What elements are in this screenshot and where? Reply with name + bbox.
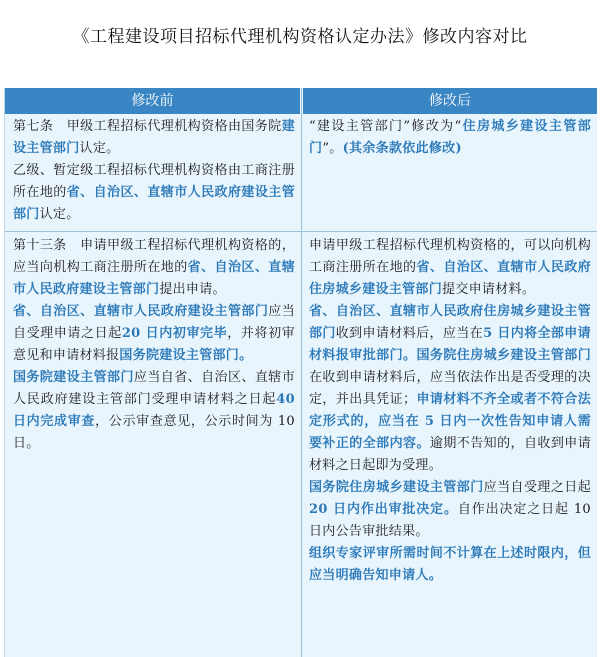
body-text: 认定。: [79, 141, 120, 156]
comparison-table: [4, 88, 597, 657]
highlighted-text: 省、自治区、直辖市人民政府住房城乡建设主管部门: [309, 260, 591, 297]
cell-paragraph: [309, 301, 591, 477]
body-text: 提出申请。: [159, 282, 226, 297]
highlighted-text: 建设主管部门: [13, 119, 295, 156]
body-text: 申请甲级工程招标代理机构资格的，可以向机构工商注册所在地的: [309, 238, 591, 275]
cell-paragraph: [13, 235, 295, 301]
body-text: “建设主管部门”修改为“: [309, 119, 462, 134]
row1-before-cell: [13, 116, 295, 226]
cell-paragraph: [309, 477, 591, 543]
body-text: 自作出决定之日起 10 日内公告审批结果。: [309, 502, 591, 539]
body-text: ”。: [322, 141, 343, 156]
body-text: ，并将初审意见和申请材料报: [13, 326, 295, 363]
cell-paragraph: [309, 235, 591, 301]
highlighted-text: 省、自治区、直辖市人民政府建设主管部门: [13, 304, 269, 319]
body-text: 应当自省、自治区、直辖市人民政府建设主管部门受理申请材料之日起: [13, 370, 296, 407]
highlighted-text: 20 日内初审完毕: [121, 326, 228, 341]
highlighted-text: 国务院建设主管部门。: [119, 348, 253, 363]
highlighted-text: 国务院住房城乡建设主管部门: [309, 480, 484, 495]
body-text: 第七条 甲级工程招标代理机构资格由国务院: [13, 119, 282, 134]
page-title: 《工程建设项目招标代理机构资格认定办法》修改内容对比: [72, 27, 528, 47]
highlighted-text: 5 日内将全部申请材料报审批部门。国务院住房城乡建设主管部门: [309, 326, 591, 363]
body-text: 逾期不告知的，自收到申请材料之日起即为受理。: [309, 436, 592, 473]
highlighted-text: 20 日内作出审批决定。: [309, 502, 458, 517]
body-text: 收到申请材料后，应当在: [335, 326, 484, 341]
cell-paragraph: [13, 367, 295, 455]
cell-paragraph: [13, 160, 295, 226]
highlighted-text: 国务院建设主管部门: [13, 370, 134, 385]
highlighted-text: 省、自治区、直辖市人民政府住房城乡建设主管部门: [309, 304, 591, 341]
highlighted-text: 省、自治区、直辖市人民政府建设主管部门: [13, 185, 296, 222]
highlighted-text: 组织专家评审所需时间不计算在上述时限内，但应当明确告知申请人。: [309, 546, 591, 583]
body-text: 提交申请材料。: [442, 282, 536, 297]
cell-paragraph: [13, 116, 295, 160]
highlighted-text: 住房城乡建设主管部门: [309, 119, 592, 156]
highlighted-text: 40 日内完成审查: [13, 392, 295, 429]
row-divider: [5, 231, 597, 232]
cell-paragraph: [309, 543, 591, 587]
body-text: 应当自受理之日起: [483, 480, 591, 495]
body-text: 乙级、暂定级工程招标代理机构资格由工商注册所在地的: [13, 163, 295, 200]
cell-paragraph: [309, 116, 591, 160]
body-text: 应当自受理申请之日起: [13, 304, 296, 341]
body-text: 在收到申请材料后，应当依法作出是否受理的决定，并出具凭证；: [309, 370, 591, 407]
body-text: 认定。: [39, 207, 80, 222]
body-text: ，公示审查意见，公示时间为 10 日。: [13, 414, 295, 451]
column-header-after: 修改后: [303, 88, 597, 114]
row2-before-cell: [13, 235, 295, 455]
row1-after-cell: [309, 116, 591, 160]
cell-paragraph: [13, 301, 295, 367]
highlighted-text: 省、自治区、直辖市人民政府建设主管部门: [13, 260, 295, 297]
row2-after-cell: [309, 235, 591, 587]
highlighted-text: (其余条款依此修改): [342, 141, 462, 156]
highlighted-text: 申请材料不齐全或者不符合法定形式的，应当在 5 日内一次性告知申请人需要补正的全部内容。: [309, 392, 591, 451]
column-header-before: 修改前: [5, 88, 300, 114]
column-divider: [301, 88, 302, 657]
body-text: 第十三条 申请甲级工程招标代理机构资格的，应当向机构工商注册所在地的: [13, 238, 295, 275]
